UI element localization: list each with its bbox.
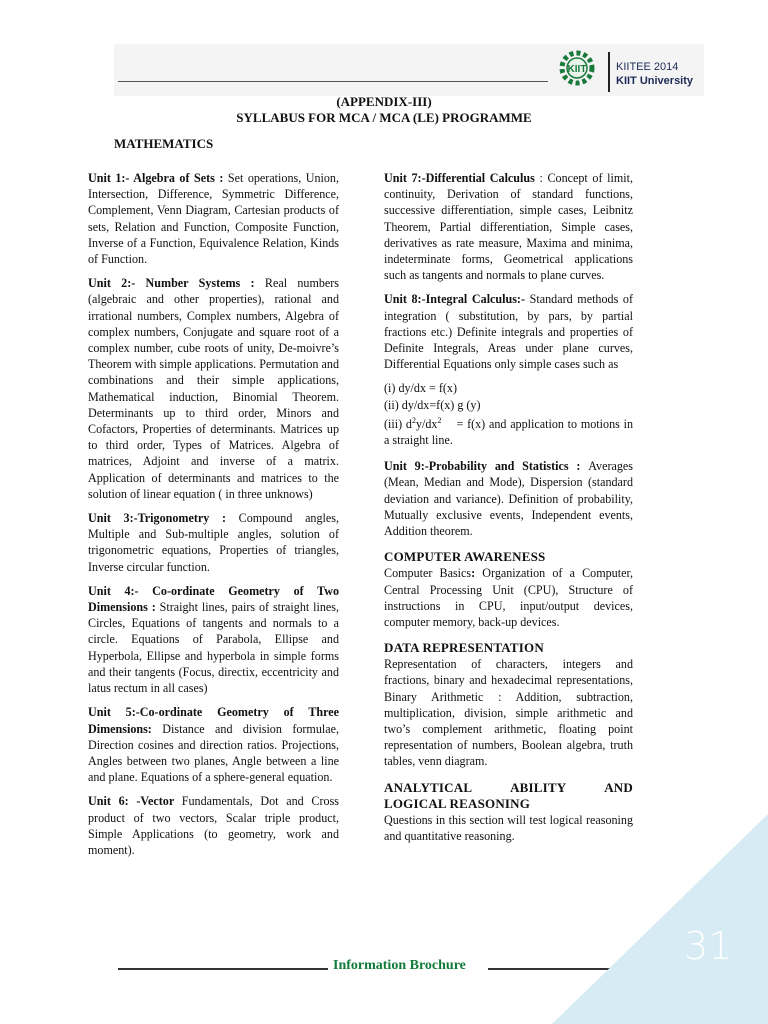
- computer-basics-colon: :: [471, 566, 476, 581]
- analytical-body: Questions in this section will test logical reasoning and quantitative reasoning.: [384, 812, 633, 843]
- eq3-part-b: y/dx: [415, 416, 438, 431]
- unit-6: [88, 793, 339, 858]
- unit-3-head: Unit 3:-Trigonometry :: [88, 511, 239, 526]
- footer-label: Information Brochure: [333, 958, 466, 973]
- eq3-sup-2: 2: [437, 415, 442, 425]
- page-number: 31: [684, 924, 733, 968]
- mathematics-heading: MATHEMATICS: [114, 136, 214, 151]
- unit-5: [88, 704, 339, 785]
- unit-9-head: Unit 9:-Probability and Statistics :: [384, 459, 589, 474]
- corner-triangle: [552, 814, 768, 1024]
- unit-8-head: Unit 8:-Integral Calculus:-: [384, 292, 530, 307]
- eq3-part-a: (iii) d: [384, 416, 412, 431]
- unit-6-head: Unit 6: -Vector: [88, 794, 182, 809]
- unit-9: [384, 458, 633, 539]
- and-word: AND: [604, 779, 633, 795]
- analytical-word: ANALYTICAL: [384, 779, 473, 795]
- unit-6-body: Fundamentals, Dot and Cross product of two vectors, Scalar triple product, Simple Applications (to geometry, work and moment).: [88, 794, 339, 857]
- kiit-logo: [553, 48, 601, 88]
- ability-word: ABILITY: [510, 779, 567, 795]
- computer-awareness-heading: COMPUTER AWARENESS: [384, 549, 546, 565]
- gear-logo-icon: [553, 48, 601, 88]
- unit-1-head: Unit 1:- Algebra of Sets :: [88, 171, 228, 185]
- footer-rule-left: [118, 968, 328, 970]
- unit-9-body: Averages (Mean, Median and Mode), Dispersion (standard deviation and variance). Definition of probability, Mutually exclusive events, Independent events, Addition theorem.: [384, 459, 633, 539]
- eq3-sup-1: 2: [411, 415, 416, 425]
- unit-7-body: : Concept of limit, continuity, Derivation of standard functions, successive differentiation, simple cases, Leibnitz Theorem, Partial differentiation, Simple cases, derivatives as rate measure, Maxima and minima, indeterminate forms, Geometrical applications such as tangents and normals to plane curves.: [384, 171, 634, 283]
- data-representation-body: Representation of characters, integers and fractions, binary and hexadecimal representations, Binary Arithmetic : Addition, subtraction, multiplication, division, simple arithmetic and two’s complement arithmetic, floating point representation of numbers, Boolean algebra, truth tables, venn diagram.: [384, 657, 633, 769]
- unit-8: [384, 291, 633, 372]
- analytical-heading-line1: [384, 780, 633, 796]
- computer-awareness-text: Organization of a Computer, Central Processing Unit (CPU), Structure of instructions in CPU, input/output devices, computer memory, back-up devices.: [384, 566, 634, 629]
- unit-5-head: Unit 5:-Co-ordinate Geometry of Three Dimensions:: [88, 705, 339, 736]
- computer-awareness-body: [384, 565, 633, 630]
- unit-3-body: Compound angles, Multiple and Sub-multiple angles, solution of trigonometric equations, Properties of triangles, Inverse circular function.: [88, 511, 339, 574]
- unit-8-body: Standard methods of integration ( substitution, by pars, by partial fractions etc.) Definite integrals and properties of Definite Integrals, Areas under plane curves, Differential Equations only simple cases such as: [384, 292, 634, 372]
- equation-3: [384, 413, 637, 448]
- header-text: [616, 60, 693, 88]
- right-column: [384, 170, 637, 852]
- unit-2-body: Real numbers (algebraic and other properties), rational and irrational numbers, Complex numbers, Algebra of complex numbers, Conjugate and square root of a complex number, cube roots of unity, De-moivre’s Theorem with simple applications. Permutation and combinations and their simple applications, Mathematical induction, Binomial Theorem. Determinants up to third order, Minors and Cofactors, Properties of determinants. Matrices up to third order, Types of Matrices. Algebra of matrices, Adjoint and inverse of a matrix. Application of determinants and matrices to the solution of linear equation ( in three unknows): [88, 276, 339, 501]
- header-rule: [118, 81, 548, 82]
- unit-2-head: Unit 2:- Number Systems :: [88, 276, 265, 291]
- unit-3: [88, 510, 339, 575]
- unit-7: [384, 170, 633, 283]
- equation-2: (ii) dy/dx=f(x) g (y): [384, 397, 481, 412]
- unit-5-body: Distance and division formulae, Direction cosines and direction ratios. Projections, Angles between two planes, Angle between a line and plane. Equations of a sphere-general equation.: [88, 721, 340, 785]
- header-university: KIIT University: [616, 75, 694, 87]
- eq3-part-c: = f(x) and application to motions in a straight line.: [384, 416, 637, 448]
- logo-text: KIIT: [567, 64, 587, 75]
- left-column: [88, 170, 339, 866]
- computer-basics-lead: Computer Basics: [384, 566, 472, 581]
- unit-4: [88, 583, 339, 696]
- unit-7-head: Unit 7:-Differential Calculus: [384, 171, 535, 185]
- analytical-heading-line2: LOGICAL REASONING: [384, 795, 531, 811]
- unit-2: [88, 275, 339, 502]
- page-title: [0, 94, 768, 126]
- unit-1-body: Set operations, Union, Intersection, Difference, Symmetric Difference, Complement, Venn Diagram, Cartesian products of sets, Relation and Function, Composite Function, Inverse of a Function, Equivalence Relation, Kinds of Function.: [88, 171, 339, 267]
- header-divider: [608, 52, 610, 92]
- data-representation-heading: DATA REPRESENTATION: [384, 640, 544, 656]
- unit-1: [88, 170, 339, 267]
- unit-4-body: Straight lines, pairs of straight lines, Circles, Equations of tangents and normals to a circle. Equations of Parabola, Ellipse and Hyperbola, Ellipse and hyperbola in simple forms and their tangents (Focus, directix, eccentricity and latus rectum in all cases): [88, 600, 340, 696]
- appendix-title: (APPENDIX-III): [336, 94, 432, 109]
- unit-4-head: Unit 4:- Co-ordinate Geometry of Two Dimensions :: [88, 583, 339, 615]
- header-exam: KIITEE 2014: [616, 61, 679, 73]
- equation-1: (i) dy/dx = f(x): [384, 381, 457, 396]
- syllabus-title: SYLLABUS FOR MCA / MCA (LE) PROGRAMME: [236, 110, 532, 125]
